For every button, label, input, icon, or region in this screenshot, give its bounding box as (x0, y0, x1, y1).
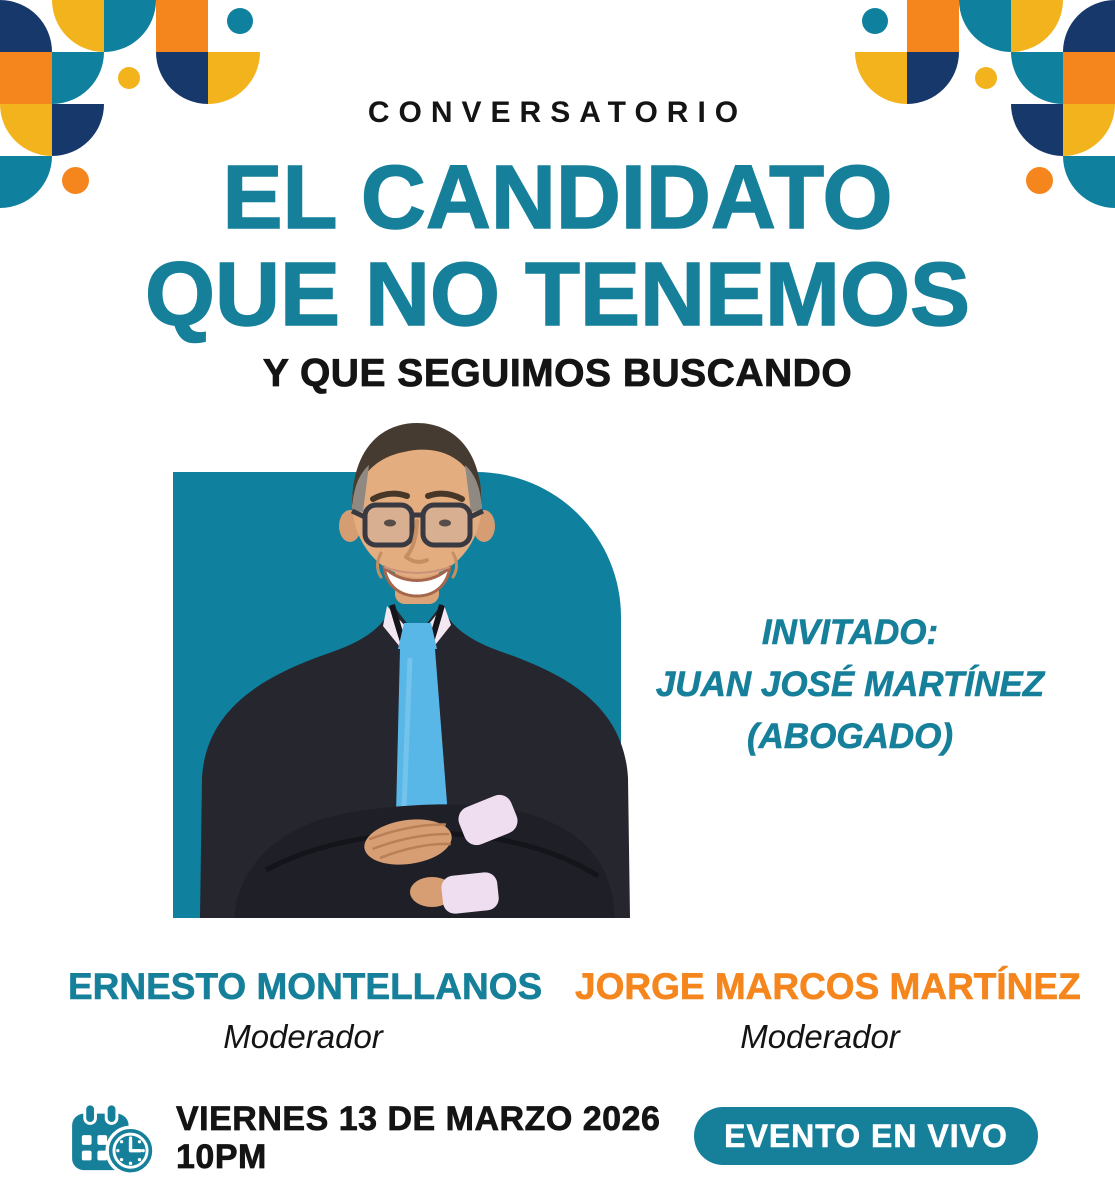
deco-petal (52, 0, 104, 52)
calendar-clock-icon (70, 1102, 156, 1176)
deco-dot (227, 8, 253, 34)
deco-petal (1063, 0, 1115, 52)
kicker: CONVERSATORIO (367, 96, 748, 129)
moderator-2 (575, 966, 1081, 1056)
title-line-1: EL CANDIDATO (222, 148, 893, 248)
guest-name: JUAN JOSÉ MARTÍNEZ (655, 665, 1045, 704)
deco-dot (975, 67, 997, 89)
event-datetime (176, 1100, 660, 1176)
page-title (0, 150, 1115, 344)
live-event-badge: EVENTO EN VIVO (694, 1107, 1038, 1165)
deco-dot (862, 8, 888, 34)
guest-block (630, 607, 1070, 763)
moderator-name: ERNESTO MONTELLANOS (68, 966, 543, 1007)
deco-petal (0, 0, 52, 52)
title-line-2: QUE NO TENEMOS (144, 245, 971, 345)
subtitle: Y QUE SEGUIMOS BUSCANDO (262, 352, 853, 395)
guest-role: (ABOGADO) (746, 717, 954, 756)
guest-photo (170, 418, 650, 918)
event-date: VIERNES 13 DE MARZO 2026 (176, 1100, 661, 1138)
deco-petal (104, 0, 156, 52)
guest-label: INVITADO: (761, 613, 939, 652)
event-time: 10PM (176, 1138, 267, 1176)
moderator-role: Moderador (223, 1018, 383, 1055)
deco-petal (959, 0, 1011, 52)
deco-dot (118, 67, 140, 89)
moderator-role: Moderador (740, 1018, 900, 1055)
moderator-name: JORGE MARCOS MARTÍNEZ (575, 966, 1081, 1007)
moderator-1 (68, 966, 543, 1056)
guest-portrait-illustration (170, 418, 650, 918)
deco-petal (1011, 0, 1063, 52)
deco-square (907, 0, 959, 52)
deco-square (156, 0, 208, 52)
